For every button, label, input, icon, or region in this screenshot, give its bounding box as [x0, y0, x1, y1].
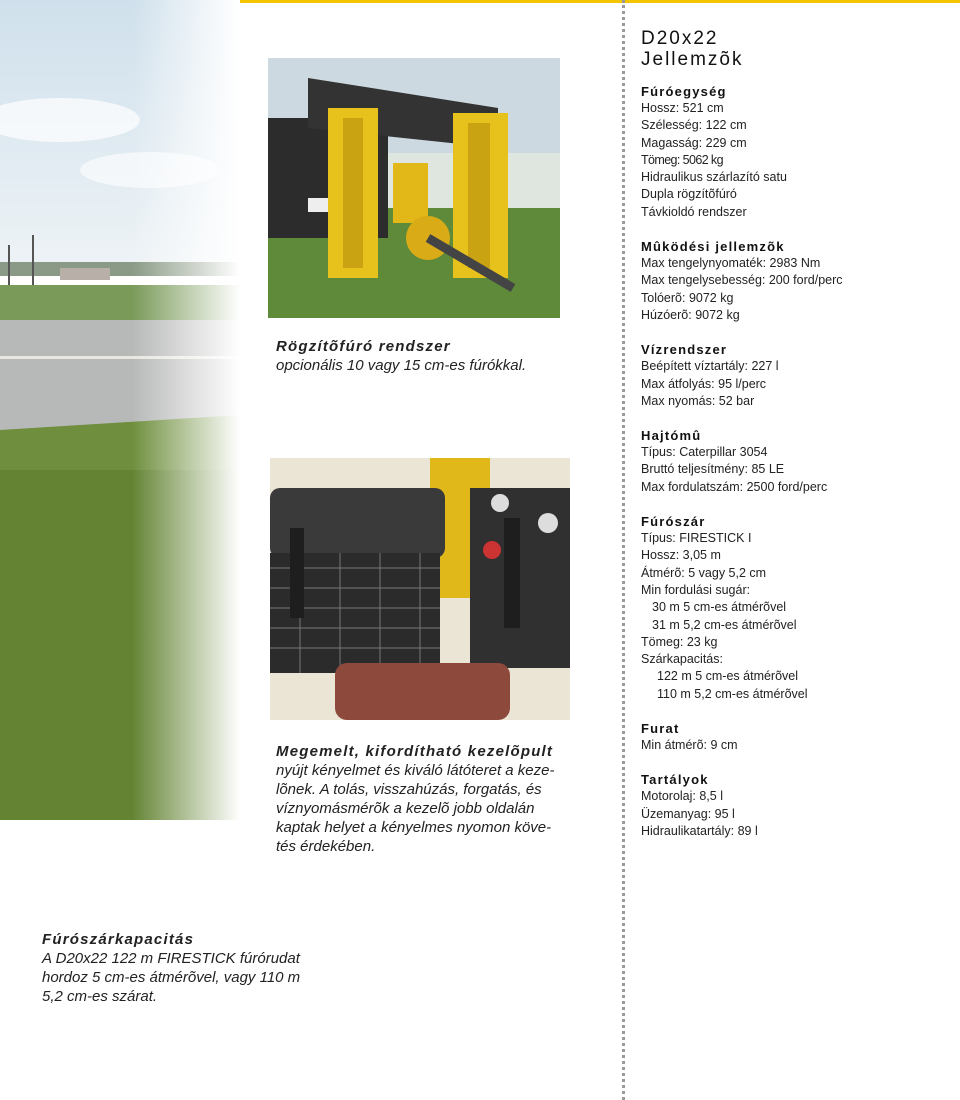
- spec-section-mukodesi: [641, 238, 951, 324]
- caption-kezelopult: [276, 742, 596, 856]
- spec-column: [641, 28, 951, 840]
- spec-line: 30 m 5 cm-es átmérõvel: [652, 600, 787, 615]
- caption-line: A D20x22 122 m FIRESTICK fúrórudat: [42, 950, 300, 967]
- spec-line: Beépített víztartály: 227 l: [641, 359, 779, 374]
- spec-line: Max tengelysebesség: 200 ford/perc: [641, 273, 843, 288]
- spec-section-furoegyseg: [641, 83, 951, 221]
- caption-kezelopult-title: Megemelt, kifordítható kezelõpult: [276, 743, 554, 760]
- spec-heading: Tartályok: [641, 772, 709, 788]
- spec-line: 31 m 5,2 cm-es átmérõvel: [652, 617, 797, 632]
- caption-rogzitofuro-text: opcionális 10 vagy 15 cm-es fúrókkal.: [276, 357, 527, 374]
- background-road-scene: [0, 0, 240, 820]
- spec-line: Szárkapacitás:: [641, 652, 723, 667]
- operator-console-photo: [270, 458, 570, 720]
- caption-rogzitofuro-title: Rögzítõfúró rendszer: [276, 338, 451, 355]
- spec-heading: Vízrendszer: [641, 342, 728, 358]
- spec-line: Tolóerõ: 9072 kg: [641, 290, 734, 305]
- caption-line: nyújt kényelmet és kiváló látóteret a keze-: [276, 762, 555, 779]
- spec-line: Hossz: 3,05 m: [641, 548, 721, 563]
- spec-section-hajtomu: [641, 427, 951, 496]
- spec-line: Távkioldó rendszer: [641, 204, 747, 219]
- caption-line: kaptak helyet a kényelmes nyomon köve-: [276, 819, 552, 836]
- spec-line: Dupla rögzítõfúró: [641, 187, 737, 202]
- spec-line: Szélesség: 122 cm: [641, 118, 747, 133]
- spec-line: Hossz: 521 cm: [641, 101, 724, 115]
- spec-line: Tömeg: 23 kg: [641, 634, 718, 649]
- spec-line: Motorolaj: 8,5 l: [641, 789, 723, 804]
- spec-section-tartalyok: [641, 771, 951, 840]
- spec-line: Max tengelynyomaték: 2983 Nm: [641, 256, 821, 271]
- dotted-column-divider: [622, 0, 625, 1100]
- spec-line: 122 m 5 cm-es átmérõvel: [657, 669, 799, 684]
- spec-heading: Fúróegység: [641, 84, 727, 99]
- caption-line: víznyomásmérõk a kezelõ jobb oldalán: [276, 800, 535, 817]
- caption-furoszarkapacitas-title: Fúrószárkapacitás: [42, 931, 195, 948]
- spec-line: Hidraulikus szárlazító satu: [641, 170, 787, 185]
- spec-section-vizrendszer: [641, 341, 951, 410]
- spec-heading: Furat: [641, 721, 680, 737]
- caption-rogzitofuro: [276, 337, 576, 375]
- spec-section-furoszar: [641, 513, 951, 703]
- spec-line: Húzóerõ: 9072 kg: [641, 307, 740, 322]
- spec-line: 110 m 5,2 cm-es átmérõvel: [657, 686, 808, 701]
- spec-section-furat: [641, 720, 951, 754]
- spec-line: Üzemanyag: 95 l: [641, 806, 735, 821]
- caption-line: lõnek. A tolás, visszahúzás, forgatás, és: [276, 781, 542, 798]
- spec-line: Hidraulikatartály: 89 l: [641, 823, 758, 838]
- spec-line: Típus: FIRESTICK I: [641, 531, 752, 546]
- spec-line: Max fordulatszám: 2500 ford/perc: [641, 479, 828, 494]
- spec-line: Bruttó teljesítmény: 85 LE: [641, 462, 785, 477]
- spec-line: Max nyomás: 52 bar: [641, 393, 755, 408]
- caption-line: 5,2 cm-es szárat.: [42, 988, 158, 1005]
- spec-line: Magasság: 229 cm: [641, 135, 747, 150]
- spec-line: Tömeg: 5062 kg: [641, 152, 723, 167]
- spec-line: Max átfolyás: 95 l/perc: [641, 376, 767, 391]
- anchor-drill-photo: [268, 58, 560, 318]
- spec-heading: Fúrószár: [641, 514, 706, 530]
- spec-heading: Mûködési jellemzõk: [641, 239, 785, 255]
- spec-line: Min átmérõ: 9 cm: [641, 738, 738, 753]
- spec-line: Típus: Caterpillar 3054: [641, 445, 768, 460]
- page-title-subtitle: Jellemzõk: [641, 49, 744, 70]
- spec-heading: Hajtómû: [641, 428, 702, 444]
- page-title-model: D20x22: [641, 28, 719, 49]
- spec-line: Átmérõ: 5 vagy 5,2 cm: [641, 565, 767, 580]
- spec-line: Min fordulási sugár:: [641, 582, 751, 597]
- caption-furoszarkapacitas: [42, 930, 372, 1006]
- caption-line: tés érdekében.: [276, 838, 376, 855]
- caption-line: hordoz 5 cm-es átmérõvel, vagy 110 m: [42, 969, 301, 986]
- page-title: [641, 28, 951, 70]
